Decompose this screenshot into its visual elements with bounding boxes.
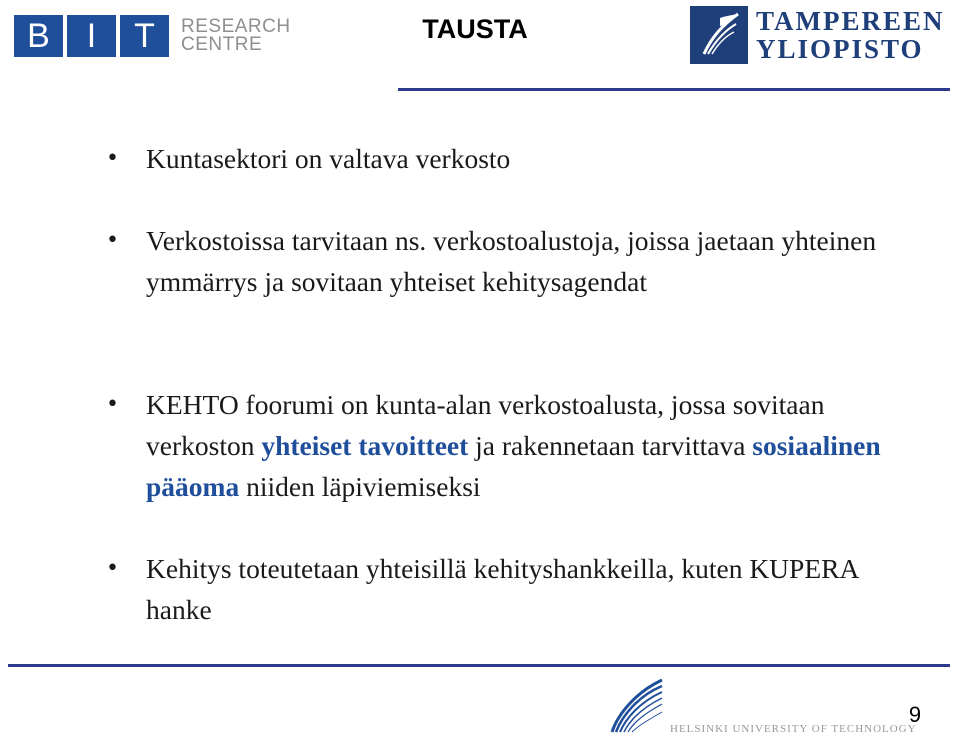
bullet-item-2 xyxy=(106,220,926,302)
bullet-dot-icon: • xyxy=(106,146,119,171)
bullet-item-4 xyxy=(106,548,926,630)
bullet-dot-icon: • xyxy=(106,556,119,581)
page-number: 9 xyxy=(908,702,922,727)
bit-letter-b: B xyxy=(14,15,63,57)
bullet-item-3 xyxy=(106,384,926,507)
uta-line-2: YLIOPISTO xyxy=(756,34,924,64)
bullet-text-3c: niiden läpiviemiseksi xyxy=(239,471,481,502)
highlight-social-capital: sosiaalinen pääoma xyxy=(146,430,881,502)
highlight-shared-goals: yhteiset tavoitteet xyxy=(261,430,469,461)
bit-research-centre-logo xyxy=(14,14,291,58)
bullet-text-1: Kuntasektori on valtava verkosto xyxy=(146,143,511,174)
bullet-item-1 xyxy=(106,138,926,179)
tampere-university-wordmark xyxy=(756,7,945,63)
bit-letter-t: T xyxy=(120,15,169,57)
bullet-text-3a: KEHTO foorumi on kunta-alan verkostoalusta, jossa sovitaan verkoston xyxy=(146,389,825,461)
tampere-university-emblem-icon xyxy=(690,6,748,64)
bit-letter-i: I xyxy=(67,15,116,57)
uta-line-1: TAMPEREEN xyxy=(756,6,945,36)
slide-title: TAUSTA xyxy=(422,14,528,44)
bullet-dot-icon: • xyxy=(106,228,119,253)
header-divider xyxy=(398,88,950,91)
bullet-text-4: Kehitys toteutetaan yhteisillä kehityshankkeilla, kuten KUPERA hanke xyxy=(146,553,858,625)
bit-research-line-1: RESEARCH xyxy=(181,16,291,37)
bullet-dot-icon: • xyxy=(106,392,119,417)
bit-research-text xyxy=(181,18,291,54)
tampere-university-logo xyxy=(690,4,945,66)
bullet-text-3b: ja rakennetaan tarvittava xyxy=(468,430,753,461)
bit-research-line-2: CENTRE xyxy=(181,34,263,55)
footer-divider xyxy=(8,664,950,667)
bullet-text-2: Verkostoissa tarvitaan ns. verkostoalustoja, joissa jaetaan yhteinen ymmärrys ja sovitaan yhteiset kehitysagendat xyxy=(146,225,877,297)
helsinki-university-of-technology-emblem-icon xyxy=(606,676,668,734)
helsinki-university-of-technology-text: HELSINKI UNIVERSITY OF TECHNOLOGY xyxy=(670,723,917,735)
